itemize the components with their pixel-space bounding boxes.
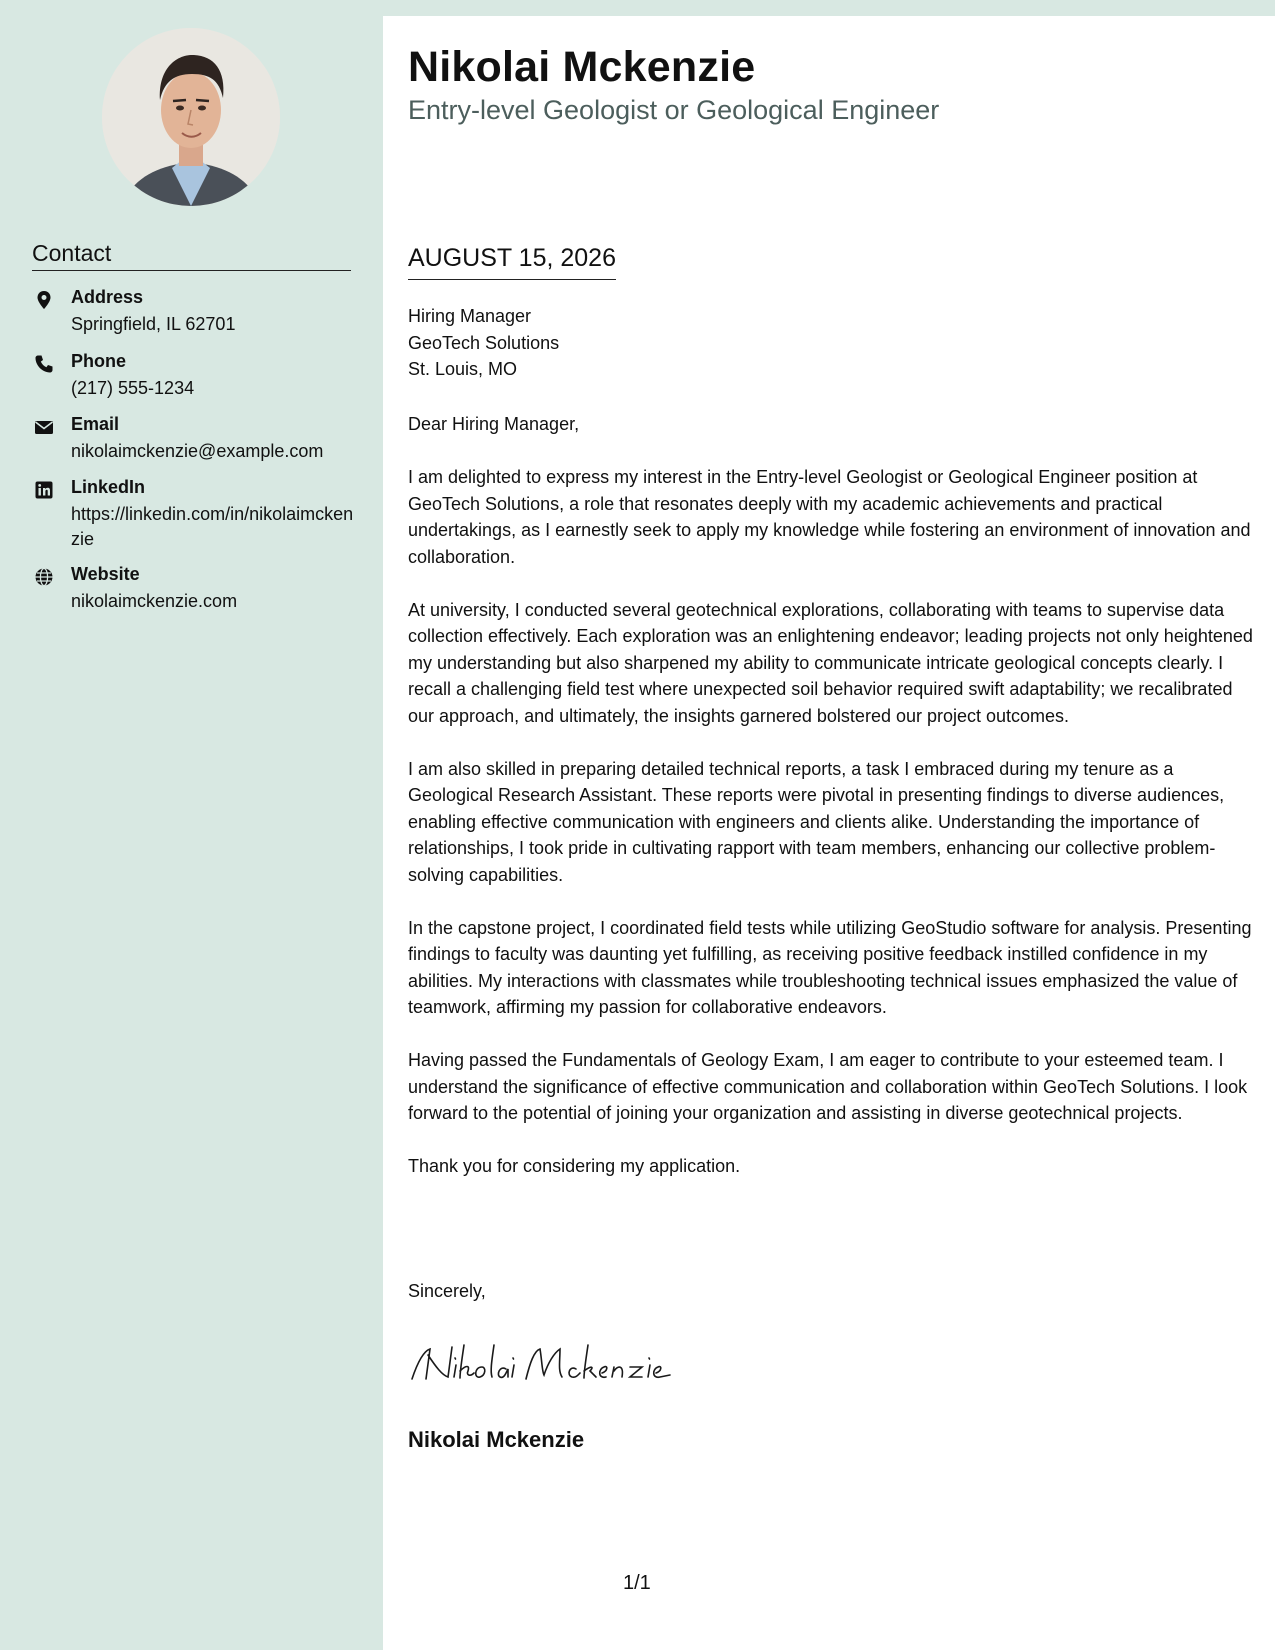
signer-name: Nikolai Mckenzie bbox=[408, 1427, 585, 1452]
contact-linkedin bbox=[32, 477, 362, 552]
contact-label: Address bbox=[71, 287, 144, 307]
applicant-role: Entry-level Geologist or Geological Engineer bbox=[408, 95, 940, 125]
page-number: 1/1 bbox=[623, 1572, 651, 1594]
contact-website bbox=[32, 564, 362, 614]
contact-email bbox=[32, 414, 362, 464]
paragraph: Thank you for considering my application. bbox=[408, 1156, 741, 1176]
contact-label: Email bbox=[71, 414, 120, 434]
recipient-line: Hiring Manager bbox=[408, 306, 532, 326]
paragraph: I am also skilled in preparing detailed technical reports, a task I embraced during my tenure as a Geological Research Assistant. These reports were pivotal in presenting findings to diverse audiences, enabling effective communication with engineers and clients alike. Understanding the importance of relationships, I took pride in cultivating rapport with team members, enhancing our collective problem-solving capabilities. bbox=[408, 758, 1225, 885]
contact-value: Springfield, IL 62701 bbox=[71, 314, 236, 334]
contact-label: Website bbox=[71, 564, 140, 584]
paragraph: In the capstone project, I coordinated field tests while utilizing GeoStudio software for analysis. Presenting findings to faculty was daunting yet fulfilling, as receiving positive feedback instilled confidence in my abilities. My interactions with classmates while troubleshooting technical issues emphasized the value of teamwork, affirming my passion for collaborative endeavors. bbox=[408, 917, 1252, 1017]
salutation: Dear Hiring Manager, bbox=[408, 414, 580, 434]
contact-label: LinkedIn bbox=[71, 477, 146, 497]
recipient-line: GeoTech Solutions bbox=[408, 332, 560, 353]
map-pin-icon bbox=[34, 290, 54, 310]
closing: Sincerely, bbox=[408, 1281, 486, 1301]
contact-value: (217) 555-1234 bbox=[71, 378, 195, 398]
contact-label: Phone bbox=[71, 351, 127, 371]
letter-date: AUGUST 15, 2026 bbox=[408, 244, 616, 280]
applicant-name: Nikolai Mckenzie bbox=[408, 43, 756, 91]
globe-icon bbox=[34, 567, 54, 587]
contact-value[interactable]: nikolaimckenzie@example.com bbox=[71, 441, 324, 461]
recipient-block bbox=[408, 303, 559, 383]
recipient-line: St. Louis, MO bbox=[408, 359, 518, 379]
linkedin-icon bbox=[34, 480, 54, 500]
paragraph: Having passed the Fundamentals of Geology Exam, I am eager to contribute to your esteemed team. I understand the significance of effective communication and collaboration within GeoTech Solutions. I look forward to the potential of joining your organization and assisting in diverse geotechnical projects. bbox=[408, 1050, 1248, 1123]
contact-address bbox=[32, 287, 362, 337]
letter-text bbox=[408, 411, 1253, 1206]
phone-icon bbox=[34, 354, 54, 374]
profile-photo bbox=[102, 28, 280, 206]
contact-phone bbox=[32, 351, 362, 401]
contact-heading: Contact bbox=[32, 240, 351, 271]
contact-value[interactable]: nikolaimckenzie.com bbox=[71, 591, 238, 611]
signature bbox=[408, 1341, 678, 1391]
contact-value[interactable]: https://linkedin.com/in/nikolaimckenzie bbox=[71, 504, 354, 549]
paragraph: I am delighted to express my interest in the Entry-level Geologist or Geological Engineer position at GeoTech Solutions, a role that resonates deeply with my academic achievements and practical undertakings, as I earnestly seek to apply my knowledge while fostering an environment of innovation and collaboration. bbox=[408, 467, 1251, 567]
envelope-icon bbox=[34, 417, 54, 437]
paragraph: At university, I conducted several geotechnical explorations, collaborating with teams to supervise data collection effectively. Each exploration was an enlightening endeavor; leading projects not only heightened my understanding but also sharpened my ability to communicate intricate geological concepts clearly. I recall a challenging field test where unexpected soil behavior required swift adaptability; we recalibrated our approach, and ultimately, the insights garnered bolstered our project outcomes. bbox=[408, 599, 1253, 726]
